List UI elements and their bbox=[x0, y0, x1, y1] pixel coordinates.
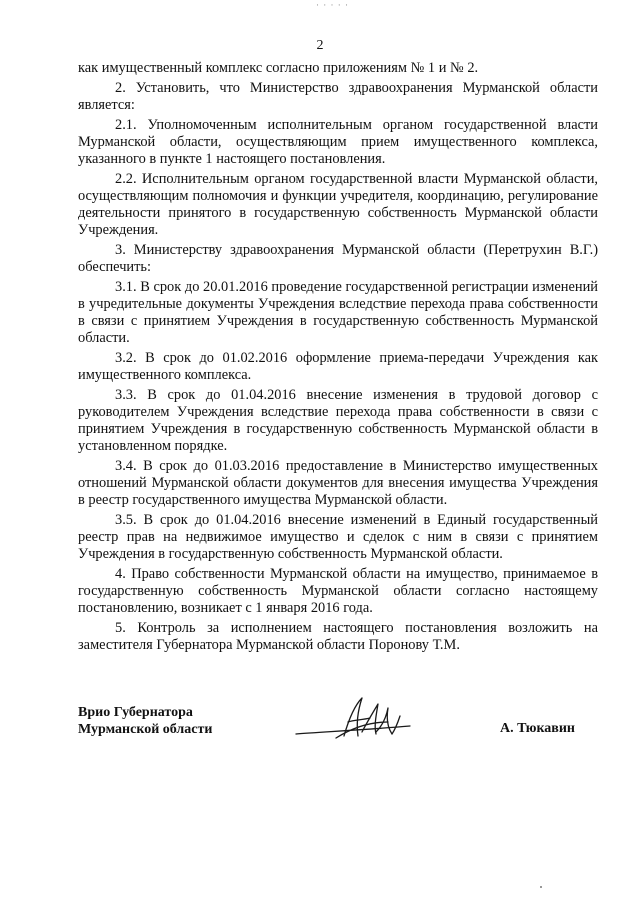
paragraph-3: 3. Министерству здравоохранения Мурманской области (Перетрухин В.Г.) обеспечить: bbox=[78, 242, 598, 275]
paragraph-3-3: 3.3. В срок до 01.04.2016 внесение изменения в трудовой договор с руководителем Учреждения вследствие перехода права собственности в связи с принятием Учреждения в государственную собственность Мурманской области в установленном порядке. bbox=[78, 387, 598, 454]
paragraph-2-2: 2.2. Исполнительным органом государственной власти Мурманской области, осуществляющим полномочия и функции учредителя, координацию, регулирование деятельности принятого в государственную собственность Мурманской области Учреждения. bbox=[78, 171, 598, 238]
signatory-title bbox=[78, 704, 212, 738]
signatory-name: А. Тюкавин bbox=[500, 721, 575, 736]
paragraph-3-5: 3.5. В срок до 01.04.2016 внесение изменений в Единый государственный реестр прав на недвижимое имущество и сделок с ним в связи с принятием Учреждения в государственную собственность Мурманской области. bbox=[78, 512, 598, 562]
paragraph-3-2: 3.2. В срок до 01.02.2016 оформление приема-передачи Учреждения как имущественного комплекса. bbox=[78, 350, 598, 383]
paragraph-5: 5. Контроль за исполнением настоящего постановления возложить на заместителя Губернатора Мурманской области Поронову Т.М. bbox=[78, 620, 598, 653]
top-mark: · · · · · bbox=[316, 0, 349, 10]
paragraph-continuation: как имущественный комплекс согласно приложениям № 1 и № 2. bbox=[78, 60, 479, 76]
paragraph-2: 2. Установить, что Министерство здравоохранения Мурманской области является: bbox=[78, 80, 598, 113]
document-body bbox=[78, 60, 598, 657]
scan-speck bbox=[540, 886, 542, 888]
signatory-title-line1: Врио Губернатора bbox=[78, 705, 193, 720]
handwritten-signature bbox=[292, 692, 422, 748]
paragraph-2-1: 2.1. Уполномоченным исполнительным органом государственной власти Мурманской области, осуществляющим прием имущественного комплекса, указанного в пункте 1 настоящего постановления. bbox=[78, 117, 598, 167]
page-number: 2 bbox=[316, 38, 324, 53]
paragraph-4: 4. Право собственности Мурманской области на имущество, принимаемое в государственную собственность Мурманской области согласно настоящему постановлению, возникает с 1 января 2016 года. bbox=[78, 566, 598, 616]
paragraph-3-1: 3.1. В срок до 20.01.2016 проведение государственной регистрации изменений в учредительные документы Учреждения вследствие перехода права собственности в связи с принятием Учреждения в государственную собственность Мурманской области. bbox=[78, 279, 598, 346]
paragraph-3-4: 3.4. В срок до 01.03.2016 предоставление в Министерство имущественных отношений Мурманской области документов для внесения имущества Учреждения в реестр государственного имущества Мурманской области. bbox=[78, 458, 598, 508]
signatory-title-line2: Мурманской области bbox=[78, 722, 213, 737]
